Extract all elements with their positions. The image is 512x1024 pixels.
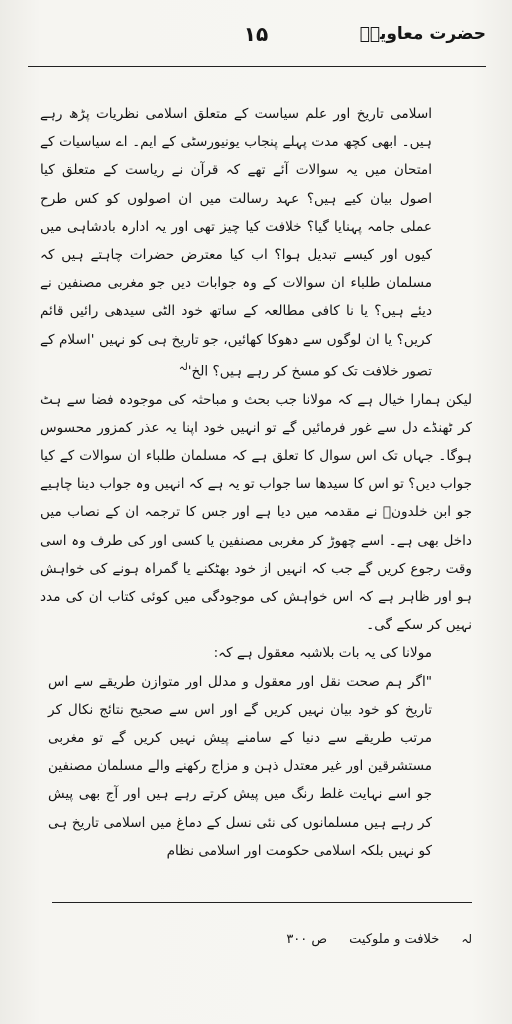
footnote <box>286 932 472 947</box>
page-number: ۱۵ <box>243 22 269 46</box>
paragraph-1: اسلامی تاریخ اور علم سیاست کے متعلق اسلامی نظریات پڑھ رہے ہیں۔ ابھی کچھ مدت پہلے پنجاب یونیورسٹی کے ایم۔ اے سیاسیات کے امتحان میں یہ سوالات آئے تھے کہ قرآن نے ریاست کے متعلق کیا اصول بیان کیے ہیں؟ عہد رسالت میں ان اصولوں کو کس طرح عملی جامہ پہنایا گیا؟ خلافت کیا چیز تھی اور یہ ادارہ بادشاہی میں کیوں اور کیسے تبدیل ہوا؟ اب کیا معترض حضرات چاہتے ہیں کہ مسلمان طلباء ان سوالات کے وہ جوابات دیں جو مغربی مصنفین نے دیئے ہیں؟ یا نا کافی مطالعہ کے ساتھ خود الٹی سیدھی رائیں قائم کریں؟ یا ان لوگوں سے دھوکا کھائیں، جو تاریخ ہی کو نہیں 'اسلام کے تصور خلافت تک کو مسخ کر رہے ہیں؟ الخ'$^{لہ}$ <box>40 106 432 380</box>
footnote-number: لہ <box>461 932 472 946</box>
header-divider <box>28 66 486 67</box>
footnote-source: خلافت و ملوکیت <box>349 932 440 947</box>
paragraph-3: مولانا کی یہ بات بلاشبہ معقول ہے کہ: <box>213 645 432 662</box>
page-header <box>26 20 486 60</box>
block-quote: "اگر ہم صحت نقل اور معقول و مدلل اور متوازن طریقے سے اس تاریخ کو خود بیان نہیں کریں گے اور اس سے صحیح نتائج نکال کر مرتب طریقے سے دنیا کے سامنے پیش نہیں کریں گے تو مغربی مستشرقین اور غیر معتدل ذہن و مزاج رکھنے والے مسلمان مصنفین جو اسے نہایت غلط رنگ میں پیش کرتے رہے ہیں اور آج بھی پیش کر رہے ہیں مسلمانوں کی نئی نسل کے دماغ میں اسلامی تاریخ ہی کو نہیں بلکہ اسلامی حکومت اور اسلامی نظام <box>48 673 432 859</box>
footnote-page-ref: ص ۳۰۰ <box>286 932 328 947</box>
body-text <box>40 100 472 865</box>
footnote-divider <box>52 902 472 903</box>
running-title: حضرت معاویہؓ <box>359 24 486 44</box>
paragraph-2: لیکن ہمارا خیال ہے کہ مولانا جب بحث و مباحثہ کی موجودہ فضا سے ہٹ کر ٹھنڈے دل سے غور فرمائیں گے تو انہیں خود اپنا یہ عذر کمزور محسوس ہوگا۔ جہاں تک اس سوال کا تعلق ہے کہ مسلمان طلباء ان سوالات کے کیا جواب دیں؟ تو اس کا سیدھا سا جواب تو یہ ہے کہ انہیں وہ جواب دینا چاہیے جو ابن خلدونؒ نے مقدمہ میں دیا ہے اور جس کا ترجمہ ان کے نصاب میں داخل بھی ہے۔ اسے چھوڑ کر مغربی مصنفین یا کسی اور کی طرف وہ اسی وقت رجوع کریں گے جب کہ انہیں از خود بھٹکنے یا گمراہ ہونے کی خواہش ہو اور ظاہر ہے کہ اس خواہش کی موجودگی میں کوئی کتاب ان کی مدد نہیں کر سکے گی۔ <box>40 391 472 634</box>
footnote-marker[interactable]: لہ <box>178 361 188 373</box>
